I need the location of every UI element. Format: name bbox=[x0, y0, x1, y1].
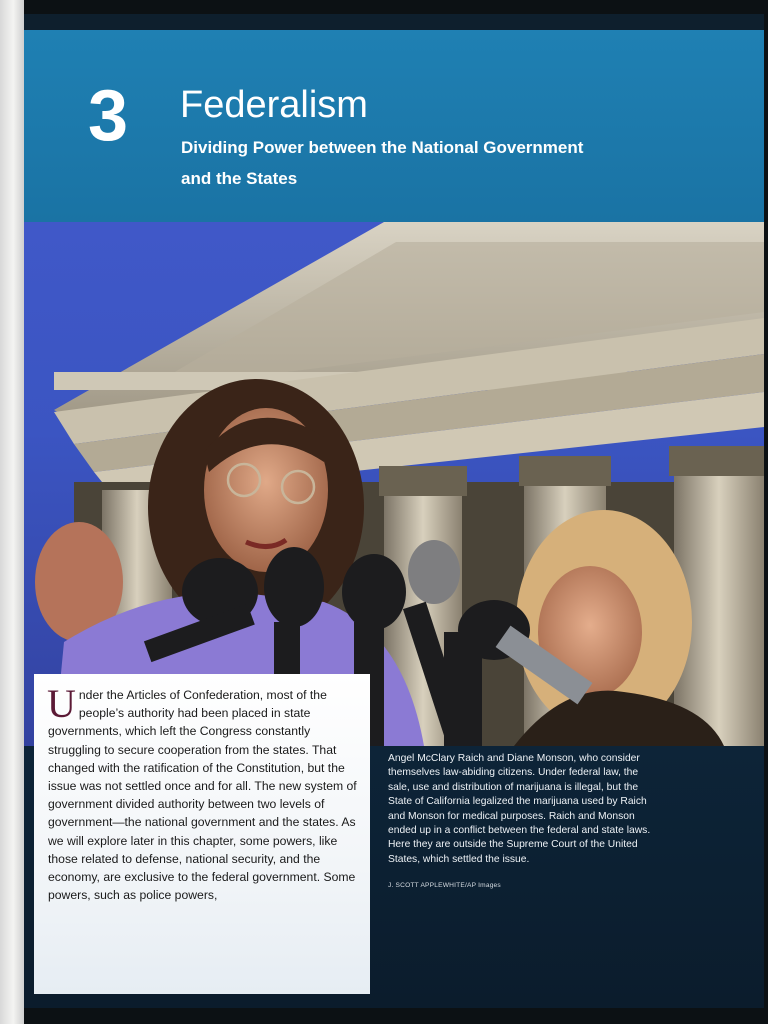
chapter-title: Federalism bbox=[180, 84, 368, 126]
book-spine bbox=[0, 0, 24, 1024]
chapter-subtitle: Dividing Power between the National Government and the States bbox=[181, 138, 584, 188]
chapter-number: 3 bbox=[88, 76, 129, 156]
intro-paragraph bbox=[47, 681, 358, 904]
photo-credit: J. SCOTT APPLEWHITE/AP Images bbox=[388, 882, 501, 889]
intro-body-text: nder the Articles of Confederation, most of the people’s authority had been placed in state governments, which left the Congress constantly struggling to secure cooperation from the states. That changed with the ratification of the Constitution, but the issue was not settled once and for all. The new system of government divided authority between two levels of government—the national government and the states. As we will explore later in this chapter, some powers, like those related to defense, national security, and the economy, are exclusive to the federal government. Some powers, such as police powers, bbox=[48, 688, 357, 903]
photo-caption: Angel McClary Raich and Diane Monson, who consider themselves law-abiding citizens. Under federal law, the sale, use and distribution of marijuana is illegal, but the State of California legalized the marijuana used by Raich and Monson for medical purposes. Raich and Monson ended up in a conflict between the federal and state laws. Here they are outside the Supreme Court of the United States, which settled the issue. bbox=[388, 753, 651, 865]
chapter-photo bbox=[24, 222, 764, 746]
page-top-strip bbox=[24, 14, 764, 30]
drop-cap: U bbox=[47, 681, 76, 726]
supreme-court-photo-illustration bbox=[24, 222, 764, 746]
chapter-header-banner bbox=[24, 30, 764, 222]
